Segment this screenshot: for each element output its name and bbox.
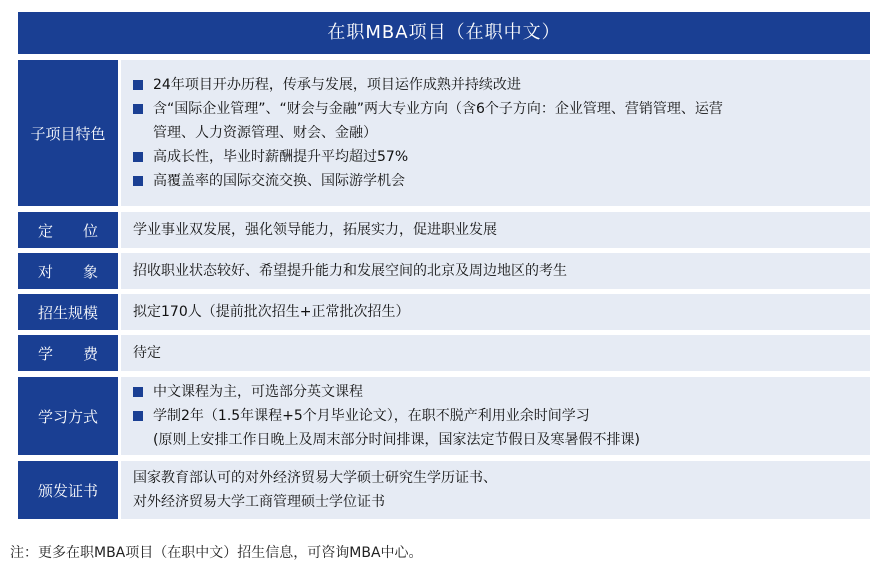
row-label-tuition: 学 费	[18, 335, 118, 371]
row-content-positioning	[121, 212, 870, 248]
row-label-certificate: 颁发证书	[18, 461, 118, 519]
square-bullet-icon	[133, 104, 143, 114]
page-title: 在职MBA项目（在职中文）	[18, 12, 870, 54]
feature-line	[133, 169, 860, 193]
row-features	[18, 60, 870, 206]
feature-text: 24年项目开办历程，传承与发展，项目运作成熟并持续改进	[153, 77, 521, 93]
study-line-continuation: (原则上安排工作日晚上及周末部分时间排课，国家法定节假日及寒暑假不排课)	[153, 432, 640, 448]
square-bullet-icon	[133, 387, 143, 397]
row-content-target	[121, 253, 870, 289]
square-bullet-icon	[133, 411, 143, 421]
certificate-text: 对外经济贸易大学工商管理硕士学位证书	[133, 494, 385, 510]
square-bullet-icon	[133, 176, 143, 186]
row-certificate	[18, 461, 870, 519]
row-content-features	[121, 60, 870, 206]
tuition-text: 待定	[133, 345, 161, 361]
square-bullet-icon	[133, 80, 143, 90]
row-label-features: 子项目特色	[18, 60, 118, 206]
study-text: 学制2年（1.5年课程+5个月毕业论文），在职不脱产利用业余时间学习	[153, 408, 590, 424]
study-line	[133, 380, 860, 404]
row-study-mode	[18, 377, 870, 455]
study-line	[133, 404, 860, 428]
study-text: 中文课程为主，可选部分英文课程	[153, 384, 363, 400]
footnote: 注：更多在职MBA项目（在职中文）招生信息，可咨询MBA中心。	[10, 545, 423, 561]
row-positioning	[18, 212, 870, 248]
row-content-certificate	[121, 461, 870, 519]
feature-text: 含“国际企业管理”、“财会与金融”两大专业方向（含6个子方向：企业管理、营销管理、运营	[153, 101, 723, 117]
feature-text: 高覆盖率的国际交流交换、国际游学机会	[153, 173, 405, 189]
feature-line	[133, 97, 860, 121]
enrollment-text: 拟定170人（提前批次招生+正常批次招生）	[133, 304, 410, 320]
feature-line	[133, 145, 860, 169]
row-content-enrollment	[121, 294, 870, 330]
feature-line	[133, 73, 860, 97]
row-content-tuition	[121, 335, 870, 371]
certificate-text: 国家教育部认可的对外经济贸易大学硕士研究生学历证书、	[133, 470, 497, 486]
row-label-target: 对 象	[18, 253, 118, 289]
feature-text: 高成长性，毕业时薪酬提升平均超过57%	[153, 149, 409, 165]
row-label-positioning: 定 位	[18, 212, 118, 248]
positioning-text: 学业事业双发展，强化领导能力，拓展实力，促进职业发展	[133, 222, 497, 238]
target-text: 招收职业状态较好、希望提升能力和发展空间的北京及周边地区的考生	[133, 263, 567, 279]
row-content-study-mode	[121, 377, 870, 455]
row-label-enrollment: 招生规模	[18, 294, 118, 330]
feature-line-continuation: 管理、人力资源管理、财会、金融）	[153, 125, 377, 141]
row-enrollment	[18, 294, 870, 330]
square-bullet-icon	[133, 152, 143, 162]
row-target	[18, 253, 870, 289]
row-tuition	[18, 335, 870, 371]
row-label-study-mode: 学习方式	[18, 377, 118, 455]
